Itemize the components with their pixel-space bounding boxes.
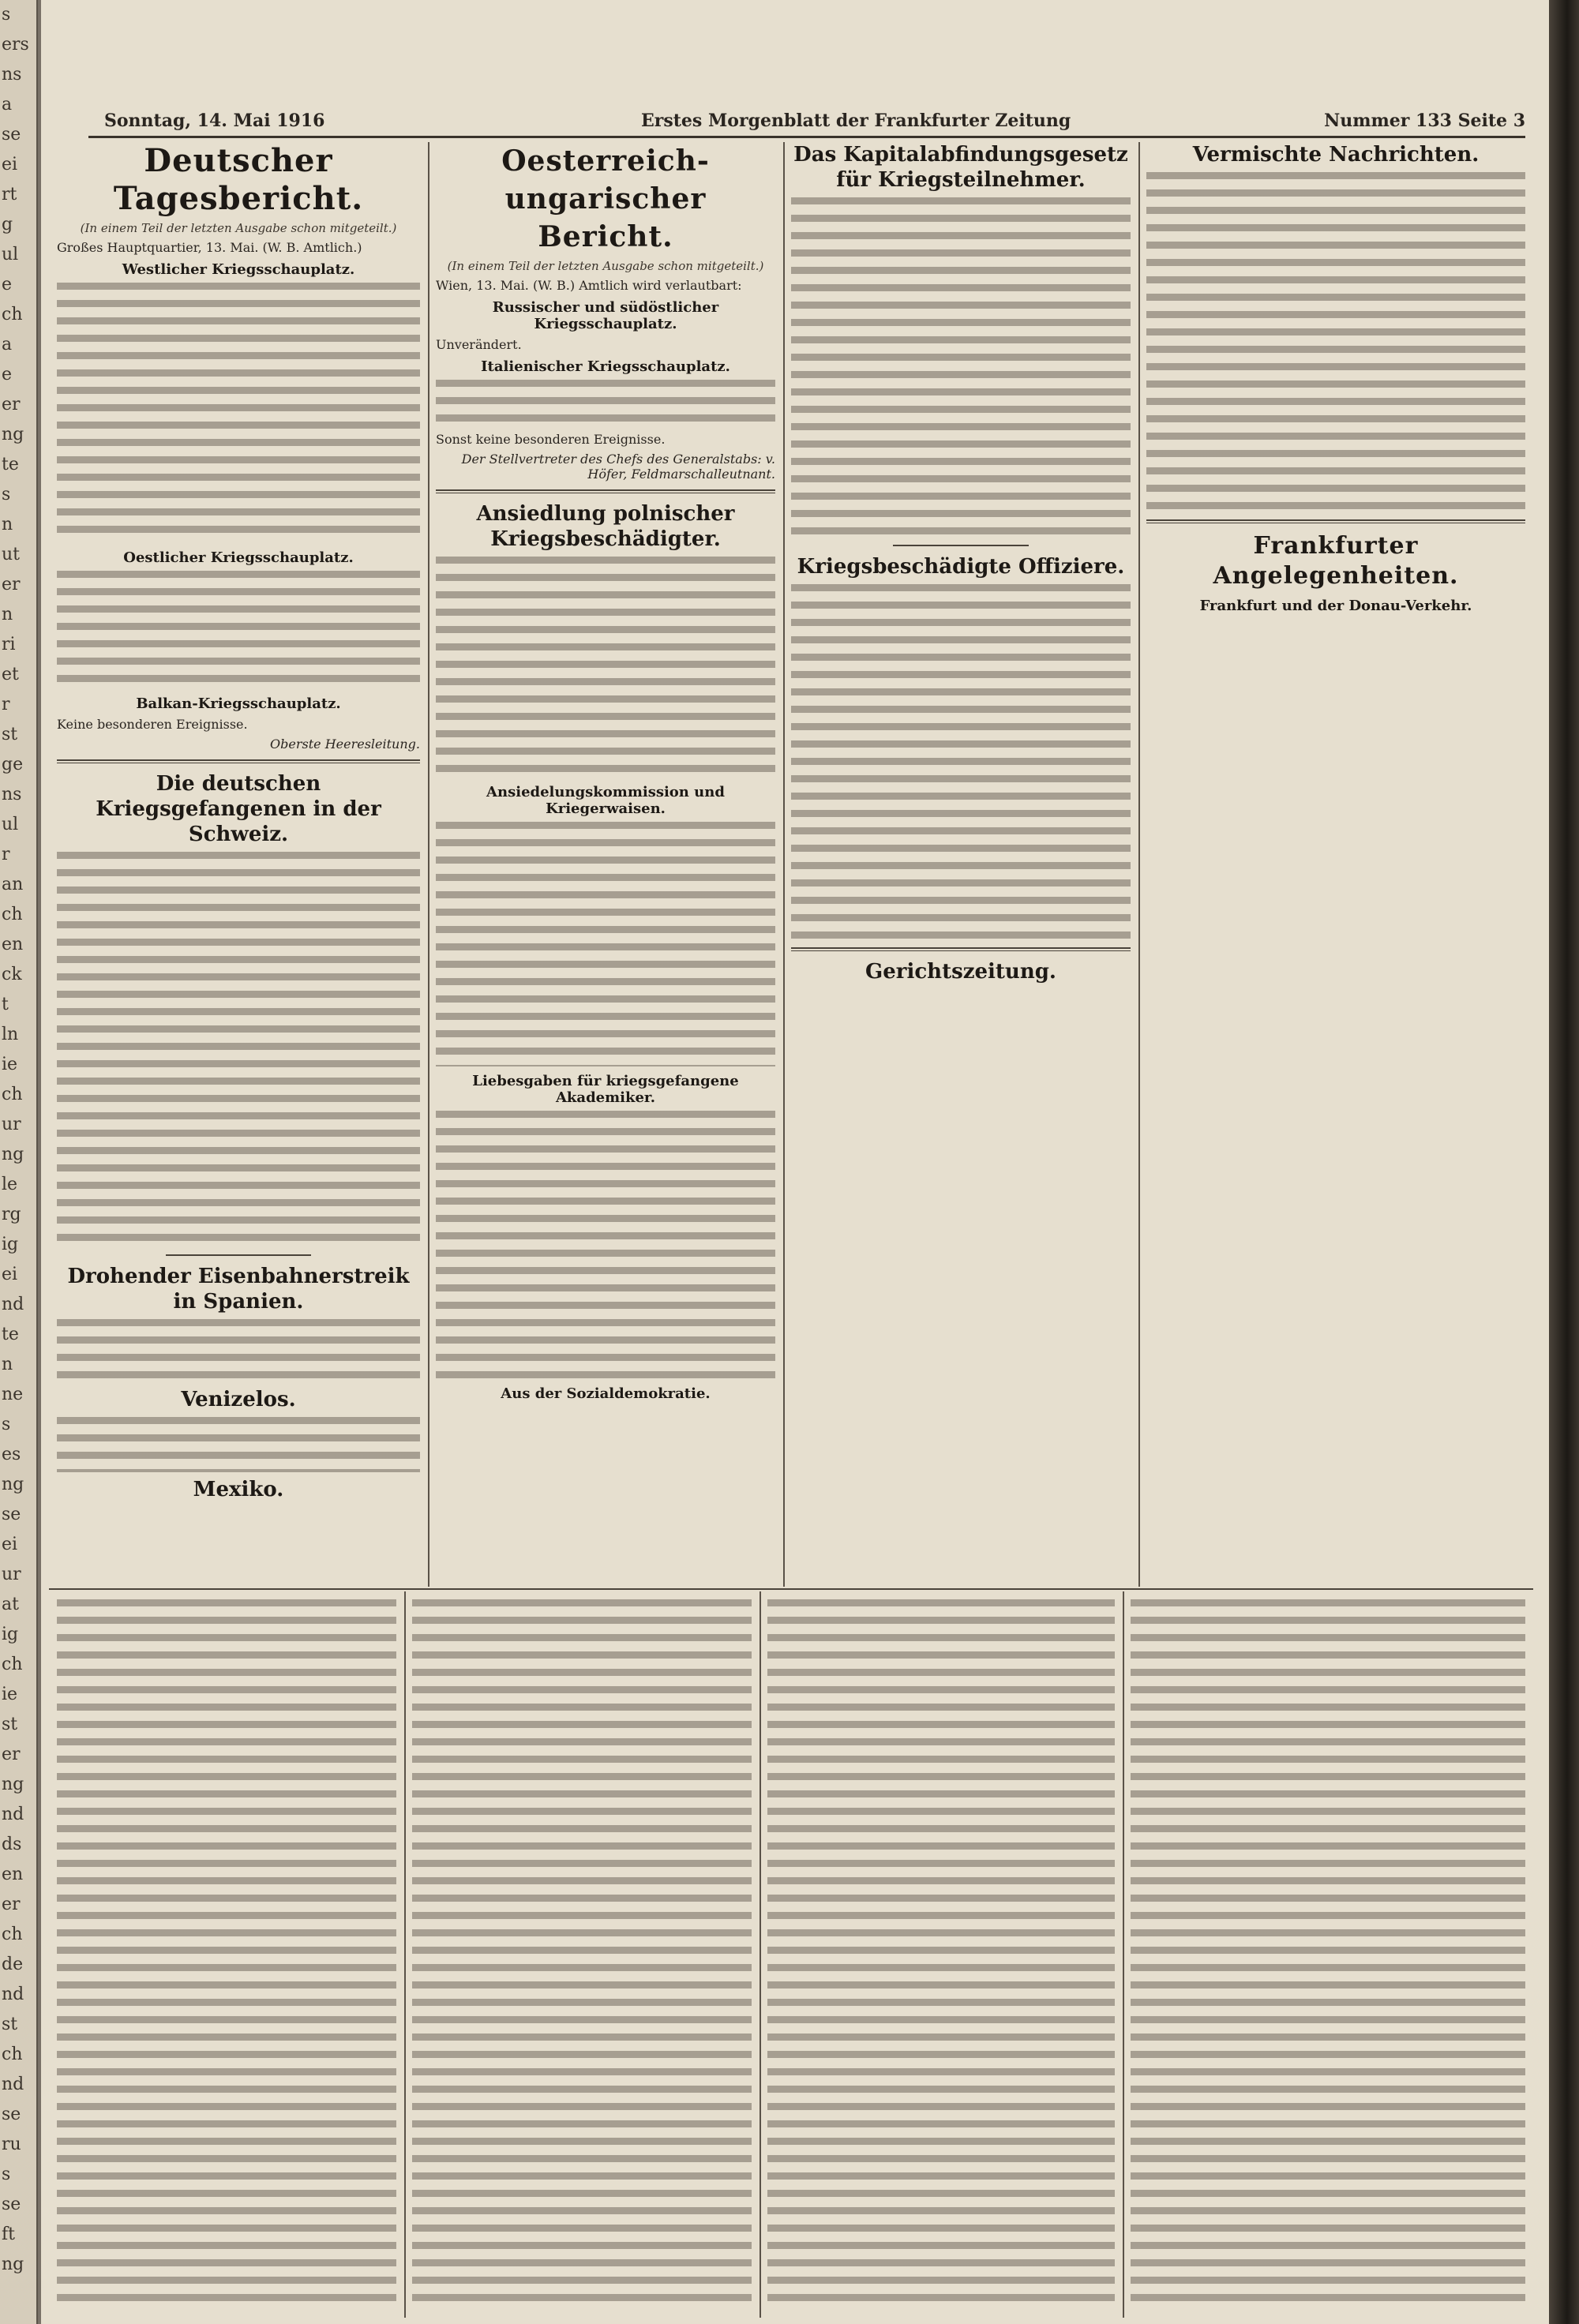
article-title: Gerichtszeitung. [865, 960, 1056, 984]
article-body [1146, 172, 1525, 512]
article-body [436, 557, 775, 778]
subheading: Aus der Sozialdemokratie. [501, 1385, 711, 1402]
article-body [791, 197, 1131, 537]
dateline: Wien, 13. Mai. (W. B.) Amtlich wird verlautbart: [436, 278, 742, 293]
article-note: (In einem Teil der letzten Ausgabe schon mitgeteilt.) [80, 221, 397, 235]
feuilleton-body [1131, 1599, 1525, 2310]
book-spine [1549, 0, 1579, 2324]
feuilleton-body [57, 1599, 396, 2310]
divider [1146, 519, 1525, 523]
feuilleton-body [412, 1599, 752, 2310]
article-title: Ansiedlung polnischer Kriegsbeschädigter. [476, 502, 735, 551]
adjacent-page-fragment: s ers ns a se ei rt g ul e ch a e er ng te s n ut er n ri et r st ge ns ul r an ch en ck t ln ie ch ur ng le rg ig ei nd te n ne s es ng se ei ur at ig ch ie st er ng nd ds en er ch de nd st ch nd se ru s se ft ng [0, 0, 38, 2324]
article-title: Vermischte Nachrichten. [1192, 143, 1480, 167]
article-body [57, 283, 420, 543]
subheading: Italienischer Kriegsschauplatz. [481, 358, 730, 375]
subheading: Oestlicher Kriegsschauplatz. [123, 549, 354, 566]
newspaper-page [41, 0, 1551, 2324]
header-rule [88, 136, 1525, 138]
article-body [436, 1111, 775, 1379]
article-title: Die deutschen Kriegsgefangenen in der Schweiz. [96, 772, 381, 846]
article-title: Deutscher Tagesbericht. [113, 142, 364, 217]
article-title: Mexiko. [193, 1478, 284, 1501]
article-title: Das Kapitalabfindungsgesetz für Kriegsteilnehmer. [793, 143, 1128, 192]
divider [166, 1254, 311, 1256]
feuilleton-column-2 [412, 1595, 752, 2313]
feuilleton-column-1 [57, 1595, 396, 2313]
article-body [436, 380, 775, 427]
article-body [436, 822, 775, 1066]
column-1 [57, 142, 420, 1587]
divider [436, 489, 775, 493]
article-title: Drohender Eisenbahnerstreik in Spanien. [67, 1265, 410, 1314]
feuilleton-body [767, 1599, 1115, 2310]
column-2 [436, 142, 775, 1587]
article-body [57, 571, 420, 689]
subheading: Russischer und südöstlicher Kriegsschauplatz. [492, 299, 719, 332]
feuilleton-column-4 [1131, 1595, 1525, 2313]
newspaper-name: Erstes Morgenblatt der Frankfurter Zeitung [641, 111, 1071, 131]
article-body [57, 1417, 420, 1472]
article-title: Kriegsbeschädigte Offiziere. [797, 555, 1125, 579]
subheading: Liebesgaben für kriegsgefangene Akademiker. [472, 1073, 739, 1106]
column-rule [1123, 1591, 1124, 2318]
signature: Oberste Heeresleitung. [270, 737, 420, 752]
column-rule [1138, 142, 1140, 1587]
column-rule [428, 142, 429, 1587]
column-rule [783, 142, 785, 1587]
subheading: Westlicher Kriegsschauplatz. [122, 261, 355, 278]
article-body [57, 1319, 420, 1382]
column-rule [404, 1591, 406, 2318]
article-note: (In einem Teil der letzten Ausgabe schon mitgeteilt.) [447, 259, 764, 273]
dateline: Großes Hauptquartier, 13. Mai. (W. B. Amtlich.) [57, 240, 362, 255]
article-text: Keine besonderen Ereignisse. [57, 717, 248, 732]
column-4 [1146, 142, 1525, 1587]
article-title: Oesterreich-ungarischer Bericht. [501, 144, 710, 253]
issue-number: Nummer 133 Seite 3 [1324, 111, 1525, 131]
article-title: Venizelos. [181, 1388, 296, 1411]
article-text: Unverändert. [436, 337, 522, 352]
divider [791, 947, 1131, 951]
column-3 [791, 142, 1131, 1587]
article-title: Frankfurter Angelegenheiten. [1213, 532, 1459, 590]
feuilleton-rule [49, 1588, 1533, 1590]
subheading: Frankfurt und der Donau-Verkehr. [1199, 598, 1472, 614]
issue-date: Sonntag, 14. Mai 1916 [104, 111, 325, 131]
subheading: Balkan-Kriegsschauplatz. [136, 695, 341, 712]
column-rule [759, 1591, 761, 2318]
divider [893, 545, 1029, 546]
signature: Der Stellvertreter des Chefs des Generalstabs: v. Höfer, Feldmarschalleutnant. [461, 452, 775, 482]
article-text: Sonst keine besonderen Ereignisse. [436, 432, 666, 447]
article-body [791, 584, 1131, 939]
feuilleton-column-3 [767, 1595, 1115, 2313]
subheading: Ansiedelungskommission und Kriegerwaisen. [486, 784, 725, 817]
divider [57, 759, 420, 763]
article-body [57, 852, 420, 1246]
